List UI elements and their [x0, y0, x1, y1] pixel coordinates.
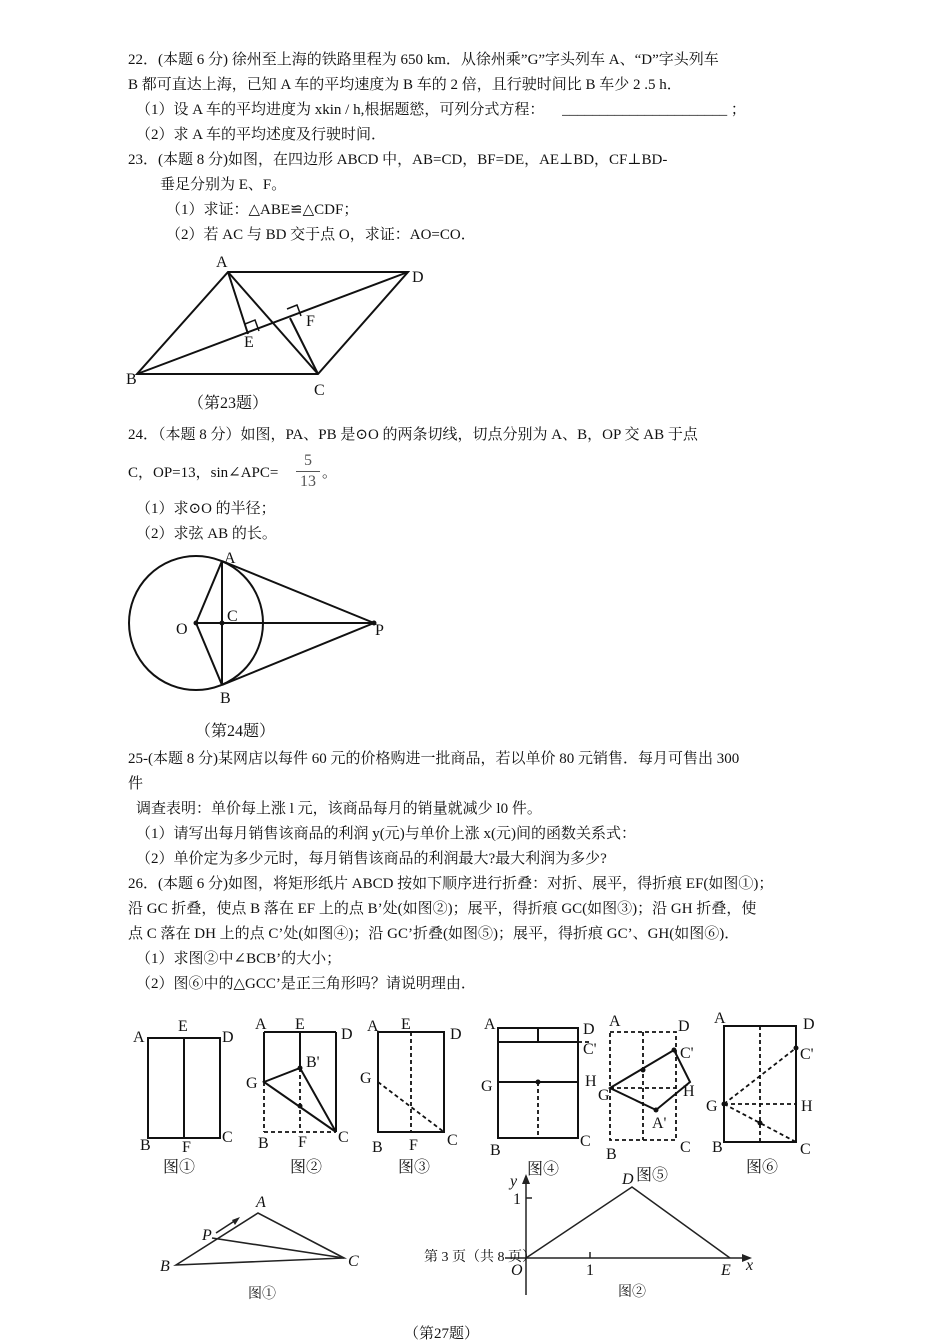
q26-caption-1: 图① [163, 1159, 196, 1176]
svg-text:B: B [490, 1142, 501, 1159]
svg-text:E: E [295, 1016, 305, 1033]
q24-line2-a: C，OP=13，sin∠APC= [128, 465, 279, 481]
q25-part2: （2）单价定为多少元时，每月销售该商品的利润最大?最大利润为多少? [136, 851, 607, 867]
q26-part2: （2）图⑥中的△GCC’是正三角形吗？请说明理由． [136, 976, 476, 992]
q22-part2: （2）求 A 车的平均述度及行驶时间． [136, 127, 387, 143]
q26-caption-6: 图⑥ [746, 1159, 779, 1176]
q24-label-b: B [220, 690, 231, 707]
svg-text:B: B [712, 1139, 723, 1156]
svg-text:C: C [680, 1139, 691, 1156]
q24-fraction-den: 13 [296, 471, 320, 492]
q24-label-a: A [224, 550, 236, 567]
svg-text:A: A [609, 1013, 621, 1030]
q23-line2: 垂足分别为 E、F。 [160, 177, 287, 193]
q26-line2: 沿 GC 折叠，使点 B 落在 EF 上的点 B’处(如图②)；展平，得折痕 GC(如图③)；沿 GH 折叠，使 [128, 901, 757, 917]
svg-text:C': C' [583, 1041, 597, 1058]
svg-text:A: A [367, 1018, 379, 1035]
q25-line2: 件 [128, 776, 144, 792]
svg-text:H: H [585, 1073, 597, 1090]
q22-line1: 22．(本题 6 分) 徐州至上海的铁路里程为 650 km．从徐州乘”G”字头列车 A、“D”字头列车 [128, 52, 719, 68]
svg-text:B': B' [306, 1054, 320, 1071]
svg-text:F: F [182, 1139, 191, 1156]
svg-text:A: A [133, 1029, 145, 1046]
q26-line1: 26．(本题 6 分)如图，将矩形纸片 ABCD 按如下顺序进行折叠：对折、展平，得折痕 EF(如图①)； [128, 876, 774, 892]
svg-text:B: B [258, 1135, 269, 1152]
q26-part1: （1）求图②中∠BCB’的大小； [136, 951, 342, 967]
svg-text:C: C [580, 1133, 591, 1150]
svg-text:B: B [372, 1139, 383, 1156]
q24-label-c: C [227, 608, 238, 625]
svg-text:B: B [160, 1258, 170, 1275]
q27-caption: （第27题） [404, 1326, 480, 1342]
q23-part1: （1）求证：△ABE≌△CDF； [166, 202, 359, 218]
svg-text:A: A [714, 1010, 726, 1027]
svg-text:A': A' [652, 1115, 667, 1132]
q25-line1: 25-(本题 8 分)某网店以每件 60 元的价格购进一批商品，若以单价 80 元销售．每月可售出 300 [128, 751, 740, 767]
q26-caption-3: 图③ [398, 1159, 431, 1176]
q24-part1: （1）求⊙O 的半径； [136, 501, 276, 517]
q23-label-a: A [216, 254, 228, 271]
svg-text:D: D [678, 1018, 690, 1035]
q22-line2: B 都可直达上海，已知 A 车的平均速度为 B 车的 2 倍，且行驶时间比 B 车少 2 .5 h． [128, 77, 682, 93]
q24-line2-b: 。 [322, 465, 338, 481]
q26-caption-4: 图④ [527, 1161, 560, 1178]
q23-label-d: D [412, 269, 424, 286]
q24-label-p: P [375, 622, 384, 639]
q27-graph [505, 1180, 745, 1295]
svg-text:C: C [447, 1132, 458, 1149]
svg-text:A: A [484, 1016, 496, 1033]
q23-caption: （第23题） [188, 395, 269, 412]
q23-part2: （2）若 AC 与 BD 交于点 O，求证：AO=CO． [166, 227, 476, 243]
q24-label-o: O [176, 621, 188, 638]
page-footer: 第 3 页（共 8 页） [424, 1250, 536, 1265]
svg-text:y: y [510, 1173, 518, 1190]
q27-fig1-caption: 图① [248, 1287, 276, 1302]
svg-text:C': C' [680, 1045, 694, 1062]
q23-label-b: B [126, 371, 137, 388]
q24-line1: 24．（本题 8 分）如图，PA、PB 是⊙O 的两条切线，切点分别为 A、B，OP 交 AB 于点 [128, 427, 698, 443]
svg-text:F: F [409, 1137, 418, 1154]
q22-part1-text: （1）设 A 车的平均进度为 xkin / h,根据题慾，可列分式方程： [136, 102, 545, 118]
q23-label-f: F [306, 313, 315, 330]
svg-text:D: D [622, 1171, 634, 1188]
svg-text:D: D [450, 1026, 462, 1043]
svg-text:G: G [598, 1087, 610, 1104]
svg-text:x: x [746, 1257, 754, 1274]
svg-text:D: D [222, 1029, 234, 1046]
q26-caption-2: 图② [290, 1159, 323, 1176]
svg-text:O: O [511, 1262, 523, 1279]
svg-text:E: E [721, 1262, 731, 1279]
q27-fig2-caption: 图② [618, 1285, 646, 1300]
svg-text:C': C' [800, 1046, 814, 1063]
svg-text:B: B [606, 1146, 617, 1163]
svg-text:D: D [341, 1026, 353, 1043]
q24-caption: （第24题） [195, 723, 276, 740]
q25-part1: （1）请写出每月销售该商品的利润 y(元)与单价上涨 x(元)间的函数关系式： [136, 826, 636, 842]
svg-text:G: G [360, 1070, 372, 1087]
q26-line3: 点 C 落在 DH 上的点 C’处(如图④)；沿 GC’折叠(如图⑤)；展平，得折痕 GC’、GH(如图⑥)． [128, 926, 740, 942]
svg-text:G: G [246, 1075, 258, 1092]
svg-text:C: C [800, 1141, 811, 1158]
q26-caption-5: 图⑤ [636, 1167, 669, 1184]
svg-text:C: C [338, 1129, 349, 1146]
svg-text:G: G [706, 1098, 718, 1115]
q22-answer-blank: ______________________ ； [562, 102, 746, 118]
svg-text:P: P [202, 1227, 212, 1244]
svg-text:1: 1 [586, 1262, 594, 1279]
q23-line1: 23．(本题 8 分)如图，在四边形 ABCD 中，AB=CD，BF=DE，AE⊥BD，CF⊥BD- [128, 152, 668, 168]
svg-text:H: H [801, 1098, 813, 1115]
q24-fraction-num: 5 [304, 452, 312, 469]
svg-text:G: G [481, 1078, 493, 1095]
svg-text:D: D [803, 1016, 815, 1033]
svg-text:C: C [222, 1129, 233, 1146]
svg-text:B: B [140, 1137, 151, 1154]
q23-label-e: E [244, 334, 254, 351]
svg-text:D: D [583, 1021, 595, 1038]
svg-text:F: F [298, 1134, 307, 1151]
q24-part2: （2）求弦 AB 的长。 [136, 526, 277, 542]
svg-text:H: H [683, 1083, 695, 1100]
q25-line3: 调查表明：单价每上涨 l 元，该商品每月的销量就减少 l0 件。 [136, 801, 542, 817]
svg-text:1: 1 [513, 1191, 521, 1208]
svg-text:E: E [401, 1016, 411, 1033]
svg-text:A: A [255, 1016, 267, 1033]
svg-text:E: E [178, 1018, 188, 1035]
svg-text:A: A [256, 1194, 266, 1211]
q23-label-c: C [314, 382, 325, 399]
svg-text:C: C [348, 1253, 359, 1270]
